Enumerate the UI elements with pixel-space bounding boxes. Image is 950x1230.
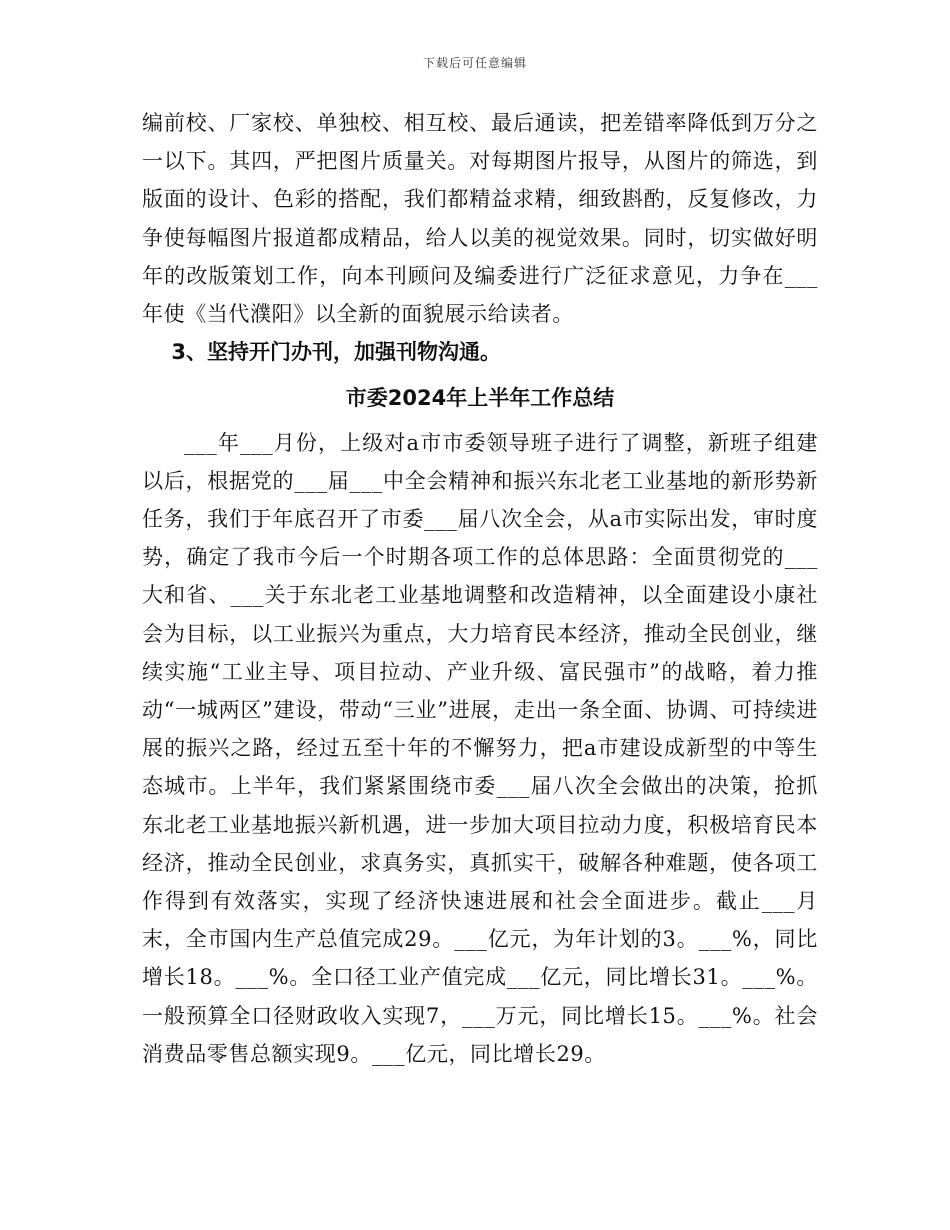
paragraph-summary: ___年___月份，上级对a市市委领导班子进行了调整，新班子组建以后，根据党的___届___中全会精神和振兴东北老工业基地的新形势新任务，我们于年底召开了市委___届八次全会，从a市实际出发，审时度势，确定了我市今后一个时期各项工作的总体思路：全面贯彻党的___大和省、___关于东北老工业基地调整和改造精神，以全面建设小康社会为目标，以工业振兴为重点，大力培育民本经济，推动全民创业，继续实施“工业主导、项目拉动、产业升级、富民强市”的战略，着力推动“一城两区”建设，带动“三业”进展，走出一条全面、协调、可持续进展的振兴之路，经过五至十年的不懈努力，把a市建设成新型的中等生态城市。上半年，我们紧紧围绕市委___届八次全会做出的决策，抢抓东北老工业基地振兴新机遇，进一步加大项目拉动力度，积极培育民本经济，推动全民创业，求真务实，真抓实干，破解各种难题，使各项工作得到有效落实，实现了经济快速进展和社会全面进步。截止___月末，全市国内生产总值完成29。___亿元，为年计划的3。___%，同比增长18。___%。全口径工业产值完成___亿元，同比增长31。___%。一般预算全口径财政收入实现7，___万元，同比增长15。___%。社会消费品零售总额实现9。___亿元，同比增长29。 xyxy=(142,430,818,1066)
subheading-3: 3、坚持开门办刊，加强刊物沟通。 xyxy=(171,340,502,365)
paragraph-continuation: 编前校、厂家校、单独校、相互校、最后通读，把差错率降低到万分之一以下。其四，严把图片质量关。对每期图片报导，从图片的筛选，到版面的设计、色彩的搭配，我们都精益求精，细致斟酌，反复修改，力争使每幅图片报道都成精品，给人以美的视觉效果。同时，切实做好明年的改版策划工作，向本刊顾问及编委进行广泛征求意见，力争在___年使《当代濮阳》以全新的面貌展示给读者。 xyxy=(142,111,818,327)
document-body xyxy=(142,104,818,1073)
section-title: 市委2024年上半年工作总结 xyxy=(345,386,615,411)
page-header-note: 下载后可任意编辑 xyxy=(422,56,527,70)
